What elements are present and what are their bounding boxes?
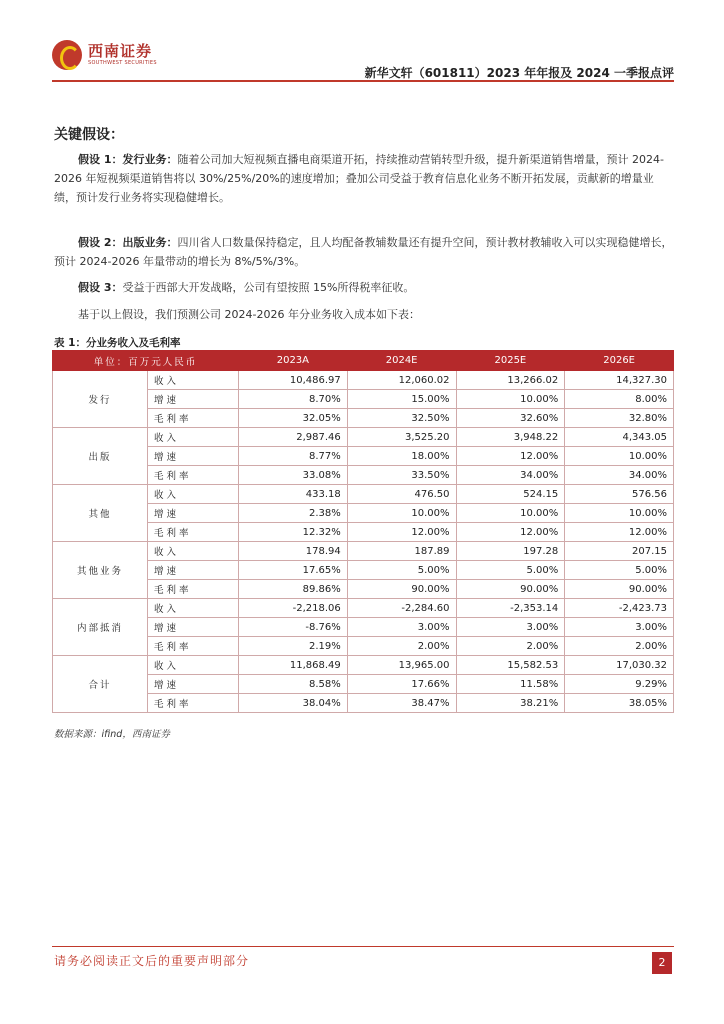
value-cell: 89.86% (239, 580, 348, 599)
metric-label: 收入 (148, 656, 239, 675)
value-cell: 197.28 (456, 542, 565, 561)
value-cell: 32.50% (347, 409, 456, 428)
value-cell: 15.00% (347, 390, 456, 409)
value-cell: 3.00% (565, 618, 674, 637)
value-cell: 90.00% (347, 580, 456, 599)
metric-label: 收入 (148, 542, 239, 561)
value-cell: 32.60% (456, 409, 565, 428)
assumption-1 (54, 150, 674, 207)
table-row (53, 485, 674, 504)
page-number: 2 (652, 952, 672, 974)
segment-name: 其他业务 (53, 542, 148, 599)
logo-name-en: SOUTHWEST SECURITIES (88, 60, 157, 66)
value-cell: 13,965.00 (347, 656, 456, 675)
value-cell: 8.70% (239, 390, 348, 409)
metric-label: 增速 (148, 390, 239, 409)
value-cell: 433.18 (239, 485, 348, 504)
value-cell: 90.00% (565, 580, 674, 599)
value-cell: 10.00% (565, 447, 674, 466)
value-cell: -8.76% (239, 618, 348, 637)
header-2025e: 2025E (456, 351, 565, 371)
value-cell: 2.00% (347, 637, 456, 656)
table-row (53, 542, 674, 561)
value-cell: 12.00% (565, 523, 674, 542)
data-source: 数据来源：ifind，西南证券 (54, 729, 170, 740)
metric-label: 毛利率 (148, 694, 239, 713)
value-cell: -2,284.60 (347, 599, 456, 618)
value-cell: 9.29% (565, 675, 674, 694)
value-cell: -2,218.06 (239, 599, 348, 618)
metric-label: 收入 (148, 599, 239, 618)
table-caption: 表 1：分业务收入及毛利率 (54, 337, 181, 349)
value-cell: 187.89 (347, 542, 456, 561)
report-title: 新华文轩（601811）2023 年年报及 2024 一季报点评 (364, 66, 674, 80)
assumption-text: 四川省人口数量保持稳定，且人均配备教辅数量还有提升空间，预计教材教辅收入可以实现稳健增长，预计 2024-2026 年量带动的增长为 8%/5%/3%。 (54, 236, 673, 268)
value-cell: 10,486.97 (239, 371, 348, 390)
value-cell: 2.00% (565, 637, 674, 656)
table-header-row (53, 351, 674, 371)
value-cell: 32.05% (239, 409, 348, 428)
value-cell: 5.00% (456, 561, 565, 580)
assumption-label: 假设 2：出版业务： (78, 236, 178, 249)
segment-name: 合计 (53, 656, 148, 713)
section-title: 关键假设： (54, 127, 124, 143)
value-cell: 12.00% (456, 447, 565, 466)
value-cell: 12.32% (239, 523, 348, 542)
metric-label: 毛利率 (148, 409, 239, 428)
value-cell: 10.00% (456, 504, 565, 523)
value-cell: 11,868.49 (239, 656, 348, 675)
value-cell: 2,987.46 (239, 428, 348, 447)
metric-label: 增速 (148, 447, 239, 466)
table-row (53, 428, 674, 447)
metric-label: 增速 (148, 618, 239, 637)
value-cell: 8.00% (565, 390, 674, 409)
assumption-label: 假设 1：发行业务： (78, 153, 178, 166)
company-logo (52, 40, 157, 70)
segment-name: 其他 (53, 485, 148, 542)
table-row (53, 656, 674, 675)
value-cell: 38.21% (456, 694, 565, 713)
value-cell: 13,266.02 (456, 371, 565, 390)
value-cell: 3,948.22 (456, 428, 565, 447)
metric-label: 毛利率 (148, 637, 239, 656)
value-cell: 90.00% (456, 580, 565, 599)
metric-label: 增速 (148, 504, 239, 523)
value-cell: 2.00% (456, 637, 565, 656)
metric-label: 收入 (148, 371, 239, 390)
table-body (53, 371, 674, 713)
metric-label: 毛利率 (148, 580, 239, 599)
value-cell: 2.38% (239, 504, 348, 523)
assumption-text: 随着公司加大短视频直播电商渠道开拓，持续推动营销转型升级，提升新渠道销售增量，预计 2024-2026 年短视频渠道销售将以 30%/25%/20%的速度增加；叠加公司受益于教育信息化业务不断开拓发展，贡献新的增量业绩，预计发行业务将实现稳健增长。 (54, 153, 664, 204)
segment-name: 发行 (53, 371, 148, 428)
value-cell: 15,582.53 (456, 656, 565, 675)
value-cell: 38.47% (347, 694, 456, 713)
page-header (52, 40, 674, 80)
value-cell: 14,327.30 (565, 371, 674, 390)
value-cell: 17,030.32 (565, 656, 674, 675)
value-cell: 34.00% (565, 466, 674, 485)
value-cell: 11.58% (456, 675, 565, 694)
value-cell: 8.77% (239, 447, 348, 466)
value-cell: 34.00% (456, 466, 565, 485)
header-2024e: 2024E (347, 351, 456, 371)
assumption-text: 受益于西部大开发战略，公司有望按照 15%所得税率征收。 (122, 281, 415, 294)
value-cell: 17.66% (347, 675, 456, 694)
metric-label: 增速 (148, 561, 239, 580)
value-cell: 18.00% (347, 447, 456, 466)
value-cell: 5.00% (565, 561, 674, 580)
value-cell: 10.00% (456, 390, 565, 409)
value-cell: 5.00% (347, 561, 456, 580)
value-cell: 2.19% (239, 637, 348, 656)
value-cell: 524.15 (456, 485, 565, 504)
value-cell: 178.94 (239, 542, 348, 561)
value-cell: -2,353.14 (456, 599, 565, 618)
logo-name-cn: 西南证券 (88, 42, 153, 60)
value-cell: 33.50% (347, 466, 456, 485)
value-cell: 207.15 (565, 542, 674, 561)
header-divider (52, 80, 674, 82)
header-2023a: 2023A (239, 351, 348, 371)
value-cell: 33.08% (239, 466, 348, 485)
footer-disclaimer: 请务必阅读正文后的重要声明部分 (54, 954, 250, 968)
value-cell: 12.00% (347, 523, 456, 542)
segment-name: 出版 (53, 428, 148, 485)
value-cell: 10.00% (565, 504, 674, 523)
value-cell: 10.00% (347, 504, 456, 523)
header-2026e: 2026E (565, 351, 674, 371)
assumption-label: 假设 3： (78, 281, 123, 294)
metric-label: 毛利率 (148, 466, 239, 485)
segment-name: 内部抵消 (53, 599, 148, 656)
header-unit: 单位：百万元人民币 (53, 351, 239, 371)
assumption-3 (54, 278, 674, 297)
value-cell: 12,060.02 (347, 371, 456, 390)
footer-divider (52, 946, 674, 947)
assumption-2 (54, 233, 674, 271)
value-cell: 38.05% (565, 694, 674, 713)
table-row (53, 371, 674, 390)
value-cell: 4,343.05 (565, 428, 674, 447)
value-cell: 576.56 (565, 485, 674, 504)
revenue-margin-table (52, 350, 674, 713)
summary-text: 基于以上假设，我们预测公司 2024-2026 年分业务收入成本如下表： (78, 308, 420, 321)
logo-mark-icon (52, 40, 82, 70)
value-cell: 8.58% (239, 675, 348, 694)
value-cell: 12.00% (456, 523, 565, 542)
metric-label: 收入 (148, 485, 239, 504)
value-cell: 3.00% (347, 618, 456, 637)
metric-label: 收入 (148, 428, 239, 447)
table-row (53, 599, 674, 618)
value-cell: 17.65% (239, 561, 348, 580)
value-cell: -2,423.73 (565, 599, 674, 618)
value-cell: 38.04% (239, 694, 348, 713)
value-cell: 3.00% (456, 618, 565, 637)
value-cell: 3,525.20 (347, 428, 456, 447)
value-cell: 476.50 (347, 485, 456, 504)
metric-label: 毛利率 (148, 523, 239, 542)
metric-label: 增速 (148, 675, 239, 694)
value-cell: 32.80% (565, 409, 674, 428)
